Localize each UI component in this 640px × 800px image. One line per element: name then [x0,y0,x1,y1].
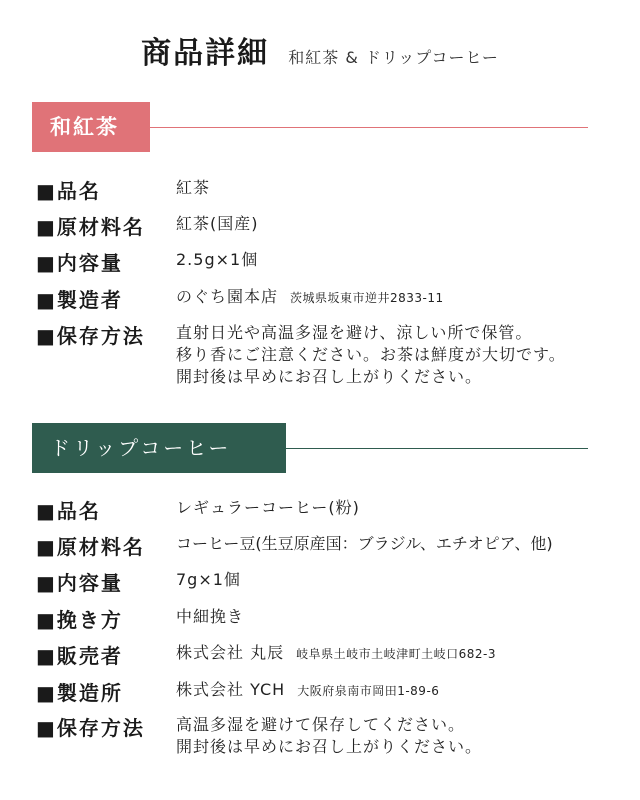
row-label: ■原材料名 [36,535,145,559]
row-value [176,679,439,702]
factory-address: 大阪府泉南市岡田1-89-6 [297,684,440,698]
coffee-section-rule [286,448,588,449]
row-label: ■保存方法 [36,716,145,740]
manufacturer-address: 茨城県坂東市逆井2833-11 [290,291,444,305]
storage-text [176,322,566,388]
page-title: 商品詳細 [141,36,270,71]
row-label: ■販売者 [36,644,123,668]
page-subtitle: 和紅茶 & ドリップコーヒー [288,48,499,67]
tea-section-title: 和紅茶 [32,102,150,152]
coffee-section-title: ドリップコーヒー [32,423,286,473]
row-value [176,286,444,309]
storage-line: 開封後は早めにお召し上がりください。 [176,737,483,756]
storage-line: 開封後は早めにお召し上がりください。 [176,367,483,386]
row-value: コーヒー豆(生豆原産国：ブラジル、エチオピア、他) [176,534,553,553]
row-value: 7g×1個 [176,570,241,589]
row-value: 中細挽き [176,607,245,626]
row-value: 2.5g×1個 [176,250,259,269]
row-label: ■品名 [36,499,101,523]
row-value: 紅茶 [176,178,211,197]
row-value [176,642,496,665]
factory-name: 株式会社 YCH [176,680,286,699]
coffee-section-header [32,423,588,473]
row-value: 紅茶(国産) [176,214,259,233]
tea-section-rule [150,127,588,128]
storage-text [176,714,482,758]
row-value: レギュラーコーヒー(粉) [176,498,360,517]
seller-address: 岐阜県土岐市土岐津町土岐口682-3 [296,647,496,661]
row-label: ■内容量 [36,251,123,275]
tea-section-header [32,102,588,152]
row-label: ■保存方法 [36,324,145,348]
manufacturer-name: のぐち園本店 [176,287,279,306]
row-label: ■製造所 [36,681,123,705]
row-label: ■挽き方 [36,608,123,632]
page-header [0,28,640,72]
row-label: ■内容量 [36,571,123,595]
row-label: ■製造者 [36,288,123,312]
row-label: ■品名 [36,179,101,203]
storage-line: 移り香にご注意ください。お茶は鮮度が大切です。 [176,345,566,364]
row-label: ■原材料名 [36,215,145,239]
storage-line: 高温多湿を避けて保存してください。 [176,715,466,734]
storage-line: 直射日光や高温多湿を避け、涼しい所で保管。 [176,323,533,342]
seller-name: 株式会社 丸辰 [176,643,285,662]
